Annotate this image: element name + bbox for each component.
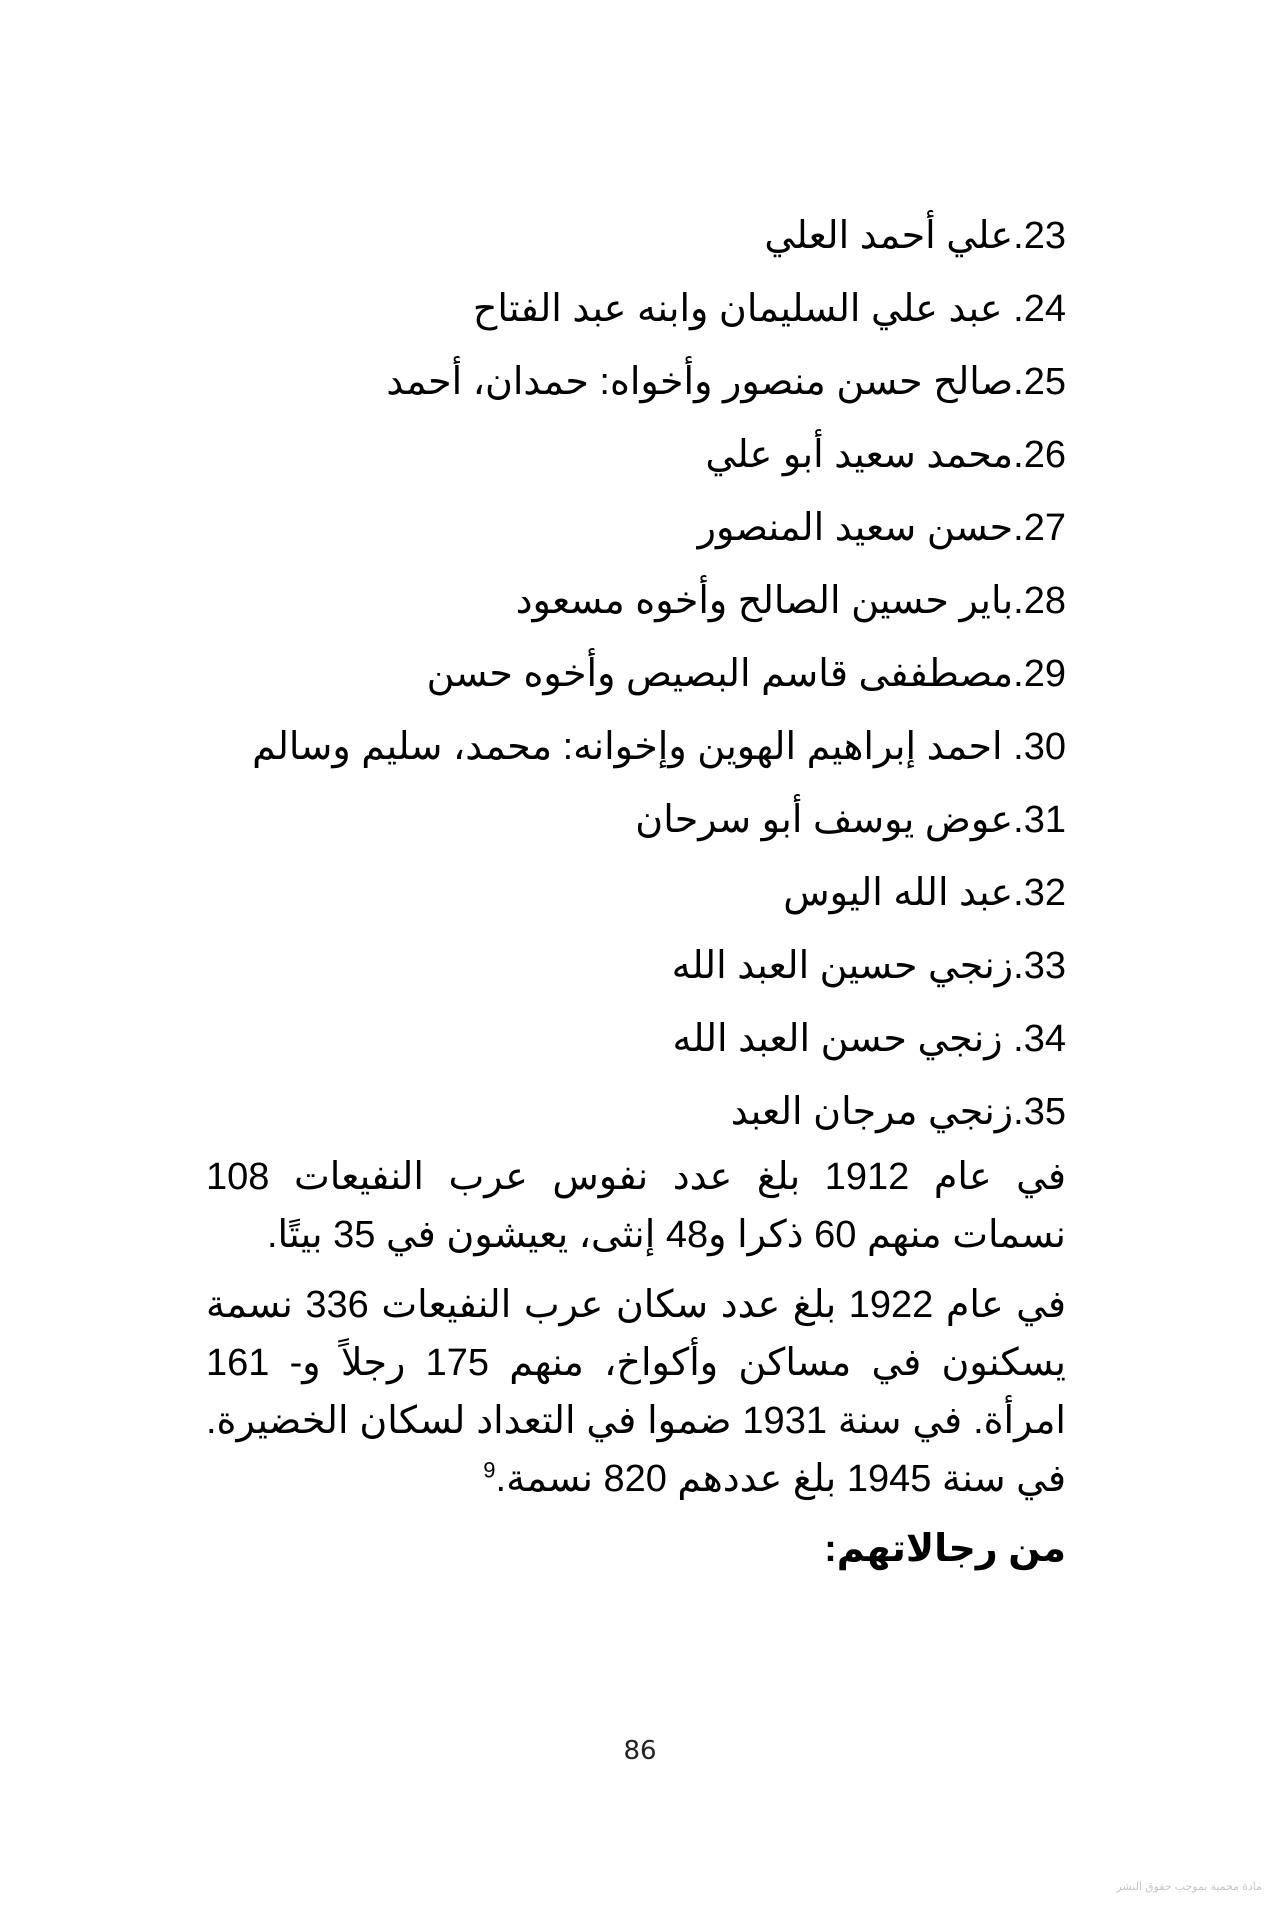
list-item — [206, 857, 1066, 930]
footnote-reference[interactable]: 9 — [483, 1457, 496, 1483]
copyright-watermark: مادة محمية بموجب حقوق النشر — [1116, 1881, 1262, 1893]
list-item-text: عبد علي السليمان وابنه عبد الفتاح — [472, 288, 1003, 330]
list-item-text: مصطففى قاسم البصيص وأخوه حسن — [426, 653, 1014, 695]
list-item-text: عبد الله اليوس — [783, 872, 1014, 914]
list-item — [206, 930, 1066, 1003]
list-item-number: 31. — [1013, 799, 1066, 841]
list-item — [206, 565, 1066, 638]
list-item — [206, 492, 1066, 565]
list-item-text: زنجي حسن العبد الله — [672, 1018, 1003, 1060]
list-item-text: احمد إبراهيم الهوين وإخوانه: محمد، سليم وسالم — [252, 726, 1003, 768]
list-item — [206, 346, 1066, 419]
list-item — [206, 1003, 1066, 1076]
page-number: 86 — [623, 1736, 657, 1766]
list-item — [206, 784, 1066, 857]
list-item — [206, 1076, 1066, 1149]
list-item-number: 33. — [1013, 945, 1066, 987]
list-item-text: علي أحمد العلي — [764, 215, 1014, 257]
list-item-text: زنجي حسين العبد الله — [671, 945, 1014, 987]
list-item — [206, 711, 1066, 784]
list-item-text: زنجي مرجان العبد — [730, 1091, 1014, 1133]
list-item — [206, 419, 1066, 492]
list-item-number: 32. — [1013, 872, 1066, 914]
list-item-number: 30. — [1002, 726, 1066, 768]
paragraph-1912: في عام 1912 بلغ عدد نفوس عرب النفيعات 108 نسمات منهم 60 ذكرا و48 إنثى، يعيشون في 35 بيتًا. — [206, 1156, 1067, 1256]
section-heading: من رجالاتهم: — [824, 1528, 1066, 1570]
paragraph-1922 — [206, 1276, 1066, 1508]
list-item-number: 29. — [1013, 653, 1066, 695]
list-item-number: 26. — [1013, 434, 1066, 476]
list-item-text: صالح حسن منصور وأخواه: حمدان، أحمد — [386, 361, 1014, 403]
list-item — [206, 200, 1066, 273]
list-item-number: 35. — [1013, 1091, 1066, 1133]
list-item-number: 28. — [1013, 580, 1066, 622]
paragraph-1922-text: في عام 1922 بلغ عدد سكان عرب النفيعات 336 نسمة يسكنون في مساكن وأكواخ، منهم 175 رجلاً و- 161 امرأة. في سنة 1931 ضموا في التعداد لسكان الخضيرة. في سنة 1945 بلغ عددهم 820 نسمة. — [206, 1284, 1067, 1500]
list-item-number: 27. — [1013, 507, 1066, 549]
list-item — [206, 638, 1066, 711]
list-item-text: حسن سعيد المنصور — [697, 507, 1014, 549]
list-item-text: عوض يوسف أبو سرحان — [635, 799, 1014, 841]
list-item-number: 23. — [1013, 215, 1066, 257]
list-item-number: 24. — [1002, 288, 1066, 330]
list-item — [206, 273, 1066, 346]
body-text — [206, 1148, 1066, 1578]
list-item-number: 34. — [1002, 1018, 1066, 1060]
list-item-number: 25. — [1013, 361, 1066, 403]
list-item-text: محمد سعيد أبو علي — [705, 434, 1014, 476]
list-item-text: باير حسين الصالح وأخوه مسعود — [515, 580, 1014, 622]
names-list — [206, 200, 1066, 1149]
